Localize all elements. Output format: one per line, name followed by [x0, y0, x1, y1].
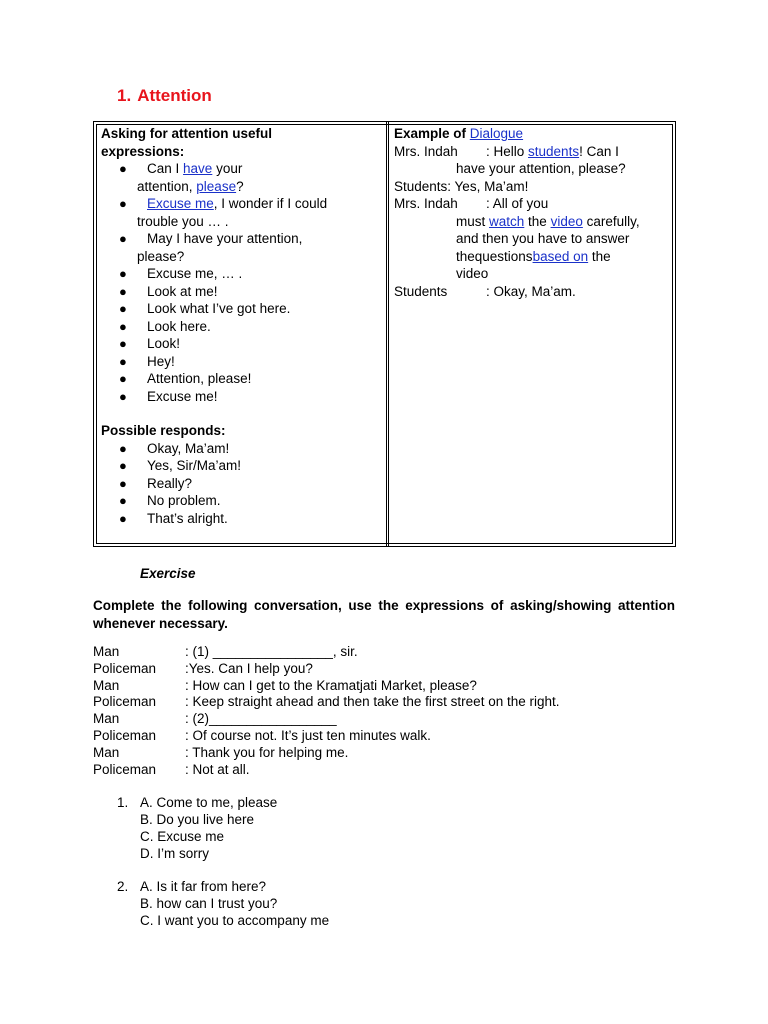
speaker: Mrs. Indah	[394, 196, 458, 211]
line-text: : Thank you for helping me.	[185, 744, 349, 760]
conversation-line	[93, 694, 560, 711]
dialogue-line-continued	[394, 213, 674, 231]
conversation-line	[93, 762, 560, 779]
line-text: thequestions	[456, 248, 533, 264]
link-students[interactable]: students	[528, 143, 580, 159]
line-text: : (1) ________________, sir.	[185, 644, 358, 659]
answer-option: B. how can I trust you?	[140, 896, 278, 911]
dialogue-line	[394, 283, 674, 301]
list-item	[101, 388, 381, 406]
item-text: Excuse me, … .	[147, 266, 243, 281]
answer-option: C. Excuse me	[140, 829, 225, 844]
speaker: Students	[394, 283, 448, 299]
link-excuse-me[interactable]: Excuse me	[147, 196, 214, 211]
bullet-icon: ●	[119, 388, 127, 404]
line-text: must	[456, 213, 490, 229]
question-number: 2.	[117, 879, 129, 894]
table-column-divider	[386, 122, 389, 546]
dialogue-line-continued: and then you have to answer	[456, 231, 630, 246]
question-number: 1.	[117, 795, 129, 810]
item-text: Look what I’ve got here.	[147, 301, 291, 316]
line-text: : Of course not. It’s just ten minutes walk.	[185, 727, 431, 743]
dialogue-line-continued: video	[456, 266, 489, 281]
item-text: trouble you … .	[137, 213, 229, 229]
line-text: ! Can I	[579, 143, 619, 159]
line-text: : Okay, Ma’am.	[486, 283, 576, 299]
item-text: Look!	[147, 336, 181, 351]
bullet-icon: ●	[119, 196, 127, 211]
bullet-icon: ●	[119, 283, 127, 299]
section-heading	[117, 86, 212, 106]
speaker: Man	[93, 644, 120, 659]
link-have[interactable]: have	[183, 161, 213, 176]
bullet-icon: ●	[119, 475, 127, 491]
conversation-line	[93, 661, 560, 678]
questions	[117, 794, 329, 929]
bullet-icon: ●	[119, 493, 127, 508]
bullet-icon: ●	[119, 440, 127, 456]
answer-option: C. I want you to accompany me	[140, 913, 330, 928]
dialogue-line	[394, 195, 674, 213]
item-text: Look here.	[147, 318, 211, 334]
list-item	[101, 353, 381, 371]
conversation-line	[93, 678, 560, 695]
question-1	[117, 794, 329, 862]
line-text: : Keep straight ahead and then take the first street on the right.	[185, 694, 560, 710]
answer-option: B. Do you live here	[140, 812, 255, 827]
item-text: Can I	[147, 161, 184, 176]
speaker: Man	[93, 711, 120, 727]
list-item	[101, 475, 381, 493]
bullet-icon: ●	[119, 231, 127, 246]
item-text: Really?	[147, 475, 193, 491]
responds-title: Possible responds:	[101, 423, 226, 438]
left-title-line1: Asking for attention useful	[101, 126, 273, 141]
speaker: Man	[93, 744, 120, 760]
item-text: That’s alright.	[147, 510, 228, 526]
line-text: :Yes. Can I help you?	[185, 660, 313, 676]
bullet-icon: ●	[119, 266, 127, 281]
list-item	[101, 283, 381, 301]
conversation-line	[93, 644, 560, 661]
left-cell	[101, 125, 381, 527]
answer-option: A. Come to me, please	[140, 795, 278, 810]
list-item	[101, 195, 381, 230]
answer-option: A. Is it far from here?	[140, 879, 267, 894]
bullet-icon: ●	[119, 318, 127, 334]
dialogue-line-continued	[394, 248, 674, 266]
answer-option: D. I’m sorry	[140, 846, 209, 861]
list-item	[101, 318, 381, 336]
item-text: your	[212, 161, 243, 176]
link-based-on[interactable]: based on	[532, 248, 589, 264]
heading-title: Attention	[137, 86, 212, 105]
bullet-icon: ●	[119, 301, 127, 316]
bullet-icon: ●	[119, 510, 127, 526]
item-text: please?	[137, 248, 185, 264]
exercise-title: Exercise	[140, 566, 196, 581]
left-title-line2: expressions:	[101, 143, 185, 159]
item-text: May I have your attention,	[147, 231, 303, 246]
heading-number: 1.	[117, 86, 132, 105]
responds-list	[101, 440, 381, 528]
speaker: Man	[93, 677, 120, 693]
exercise-instruction: Complete the following conversation, use the expressions of asking/showing attention whenever necessary.	[93, 598, 675, 631]
dialogue-line-continued: have your attention, please?	[456, 161, 626, 176]
question-2	[117, 878, 329, 929]
dialogue-line: Students: Yes, Ma’am!	[394, 178, 529, 194]
conversation-line	[93, 745, 560, 762]
item-text: , I wonder if I could	[213, 196, 328, 211]
bullet-icon: ●	[119, 458, 127, 473]
list-item	[101, 230, 381, 265]
list-item	[101, 335, 381, 353]
line-text: : All of you	[486, 196, 549, 211]
line-text: : How can I get to the Kramatjati Market, please?	[185, 677, 477, 693]
speaker: Policeman	[93, 727, 157, 743]
list-item	[101, 265, 381, 283]
line-text: : (2)_________________	[185, 711, 337, 727]
dialogue-title	[394, 125, 674, 143]
item-text: Okay, Ma’am!	[147, 440, 230, 456]
conversation	[93, 644, 560, 778]
item-text: Hey!	[147, 353, 175, 369]
bullet-icon: ●	[119, 353, 127, 369]
link-watch[interactable]: watch	[489, 213, 525, 229]
conversation-line	[93, 711, 560, 728]
item-text: No problem.	[147, 493, 221, 508]
expressions-list	[101, 160, 381, 405]
list-item	[101, 440, 381, 458]
bullet-icon: ●	[119, 336, 127, 351]
speaker: Mrs. Indah	[394, 143, 458, 159]
item-text: Excuse me!	[147, 388, 218, 404]
item-text: Look at me!	[147, 283, 218, 299]
speaker: Policeman	[93, 694, 157, 710]
bullet-icon: ●	[119, 161, 127, 176]
item-text: attention,	[137, 178, 197, 194]
list-item	[101, 370, 381, 388]
attention-table	[93, 121, 676, 547]
speaker: Policeman	[93, 660, 157, 676]
speaker: Policeman	[93, 761, 157, 777]
link-video[interactable]: video	[550, 213, 583, 229]
item-text: Yes, Sir/Ma’am!	[147, 458, 242, 473]
conversation-line	[93, 728, 560, 745]
list-item	[101, 300, 381, 318]
link-please[interactable]: please	[196, 178, 237, 194]
line-text: carefully,	[582, 213, 640, 229]
line-text: : Hello	[486, 143, 529, 159]
line-text: : Not at all.	[185, 761, 250, 777]
item-text: Attention, please!	[147, 371, 252, 386]
right-cell	[394, 125, 674, 300]
list-item	[101, 160, 381, 195]
left-title	[101, 125, 381, 160]
list-item	[101, 457, 381, 475]
dialogue-line	[394, 143, 674, 161]
dialogue-title-text: Example of	[394, 126, 470, 141]
item-text: ?	[236, 178, 244, 194]
link-dialogue[interactable]: Dialogue	[469, 126, 524, 141]
list-item	[101, 510, 381, 528]
list-item	[101, 492, 381, 510]
line-text: the	[588, 248, 611, 264]
bullet-icon: ●	[119, 371, 127, 386]
line-text: the	[524, 213, 551, 229]
